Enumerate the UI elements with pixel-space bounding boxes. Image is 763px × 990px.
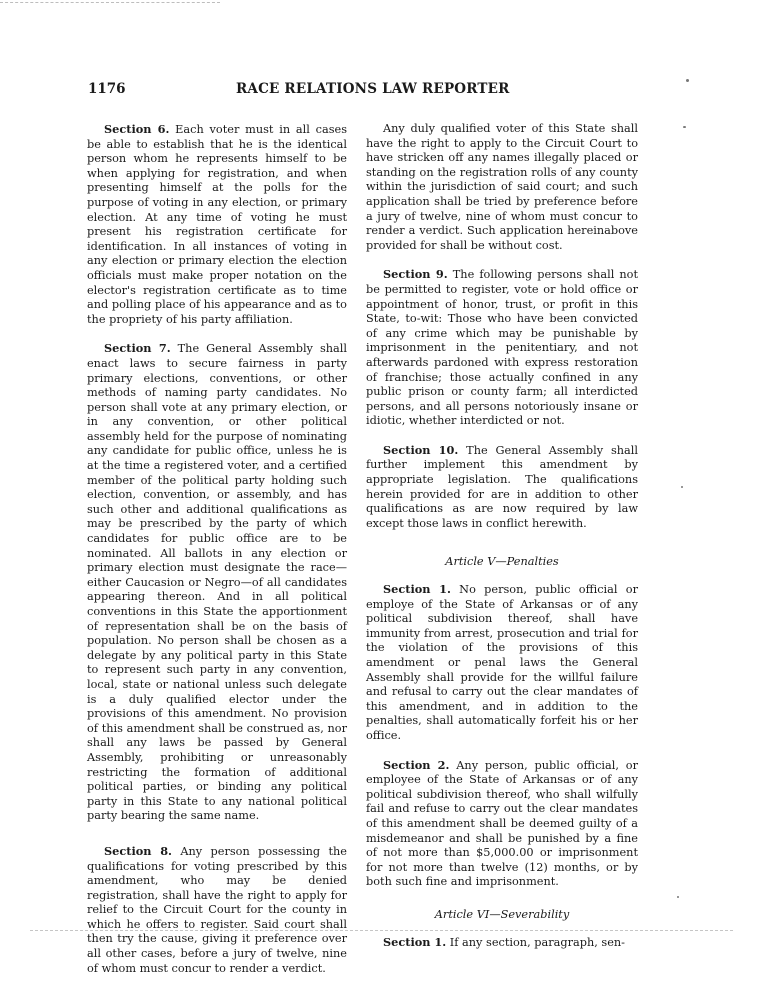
section-text: No person, public official or employe of the State of Arkansas or of any political subdivision thereof, shall have immunity from arrest, prosecution and trial for the violation of the provisions of this amendment or penal laws the General Assembly shall provide for the willful failure and refusal to carry out the clear mandates of this amendment, and in addition to the penalties, shall automatically forfeit his or her office. xyxy=(366,583,638,742)
section-6-paragraph xyxy=(87,122,347,327)
section-7-paragraph xyxy=(87,341,347,824)
scan-speck xyxy=(681,486,683,488)
section-label: Section 6. xyxy=(104,122,170,136)
article-vi-heading: Article VI—Severability xyxy=(434,907,570,921)
top-scan-rule xyxy=(0,2,220,3)
section-text: The following persons shall not be permitted to register, vote or hold office or appointment of honor, trust, or profit in this State, to-wit: Those who have been convicted of any crime which may be punishable by imprisonment in the penitentiary, and not afterwards pardoned with express restoration of franchise; those actually confined in any public prison or county farm; all interdicted persons, and all persons notoriously insane or idiotic, whether interdicted or not. xyxy=(366,268,639,428)
section-text: Any person possessing the qualifications for voting prescribed by this amendment, who may be denied registration, shall have the right to apply for relief to the Circuit Court for the county in which he offers to register. Said court shall then try the cause, giving it preference over all other cases, before a jury of twelve, nine of whom must concur to render a verdict. xyxy=(87,844,347,975)
section-text: Each voter must in all cases be able to establish that he is the identical person whom he represents himself to be when applying for registration, and when presenting himself at the polls for the purpose of voting in any election, or primary election. At any time of voting he must present his registration certificate for identification. In all instances of voting in any election or primary election the election officials must make proper notation on the elector's registration certificate as to time and polling place of his appearance and as to the propriety of his party affiliation. xyxy=(87,123,347,326)
section-label: Section 1. xyxy=(383,934,447,949)
section-8-paragraph xyxy=(87,844,347,976)
article-v-heading: Article V—Penalties xyxy=(445,555,559,569)
section-label: Section 1. xyxy=(383,582,451,597)
section-label: Section 7. xyxy=(104,341,171,356)
section-label: Section 10. xyxy=(383,442,459,457)
continued-paragraph: Any duly qualified voter of this State shall have the right to apply to the Circuit Court to have stricken off any names illegally placed or standing on the registration rolls of any county within the jurisdiction of said court; and such application shall be tried by preference before a jury of twelve, nine of whom must concur to render a verdict. Such application hereinabove provided for shall be without cost. xyxy=(366,122,638,252)
section-9-paragraph xyxy=(366,267,638,429)
section-label: Section 8. xyxy=(104,843,172,858)
section-label: Section 9. xyxy=(383,267,448,282)
scan-speck xyxy=(686,79,689,82)
page-number: 1176 xyxy=(88,81,126,97)
article-v-section-1-paragraph xyxy=(366,582,638,744)
section-label: Section 2. xyxy=(383,757,450,772)
article-v-section-2-paragraph xyxy=(366,758,638,890)
section-text: The General Assembly shall enact laws to secure fairness in party primary elections, conventions, or other methods of naming party candidates. No person shall vote at any primary election, or in any convention, or other political assembly held for the purpose of nominating any candidate for public office, unless he is at the time a registered voter, and a certified member of the political party holding such election, convention, or assembly, and has such other and additional qualifications as may be prescribed by the party of which candidates for public office are to be nominated. All ballots in any election or primary election must designate the race—either Caucasion or Negro—of all candidates appearing thereon. And in all political conventions in this State the apportionment of representation shall be on the basis of population. No person shall be chosen as a delegate by any political party in this State to represent such party in any convention, local, state or national unless such delegate is a duly qualified elector under the provisions of this amendment. No provision of this amendment shall be construed as, nor shall any laws be passed by General Assembly, prohibiting or unreasonably restricting the formation of additional political parties, or binding any political party in this State to any national political party bearing the same name. xyxy=(87,342,347,823)
article-vi-section-1-paragraph xyxy=(366,935,638,951)
scan-speck xyxy=(677,896,679,898)
right-column xyxy=(366,122,638,964)
section-10-paragraph xyxy=(366,443,638,532)
section-text: Any person, public official, or employee of the State of Arkansas or of any political subdivision thereof, who shall wilfully fail and refuse to carry out the clear mandates of this amendment shall be deemed guilty of a misdemeanor and shall be punished by a fine of not more than $5,000.00 or imprisonment for not more than twelve (12) months, or by both such fine and imprisonment. xyxy=(366,758,638,889)
left-column xyxy=(87,122,347,990)
section-text: The General Assembly shall further implement this amendment by appropriate legislation. The qualifications herein provided for are in addition to other qualifications as are now required by law except those laws in conflict herewith. xyxy=(366,443,638,530)
section-text: If any section, paragraph, sen- xyxy=(446,935,625,949)
bottom-scan-rule xyxy=(30,930,733,931)
scan-speck xyxy=(683,126,686,128)
running-title: RACE RELATIONS LAW REPORTER xyxy=(236,81,510,97)
